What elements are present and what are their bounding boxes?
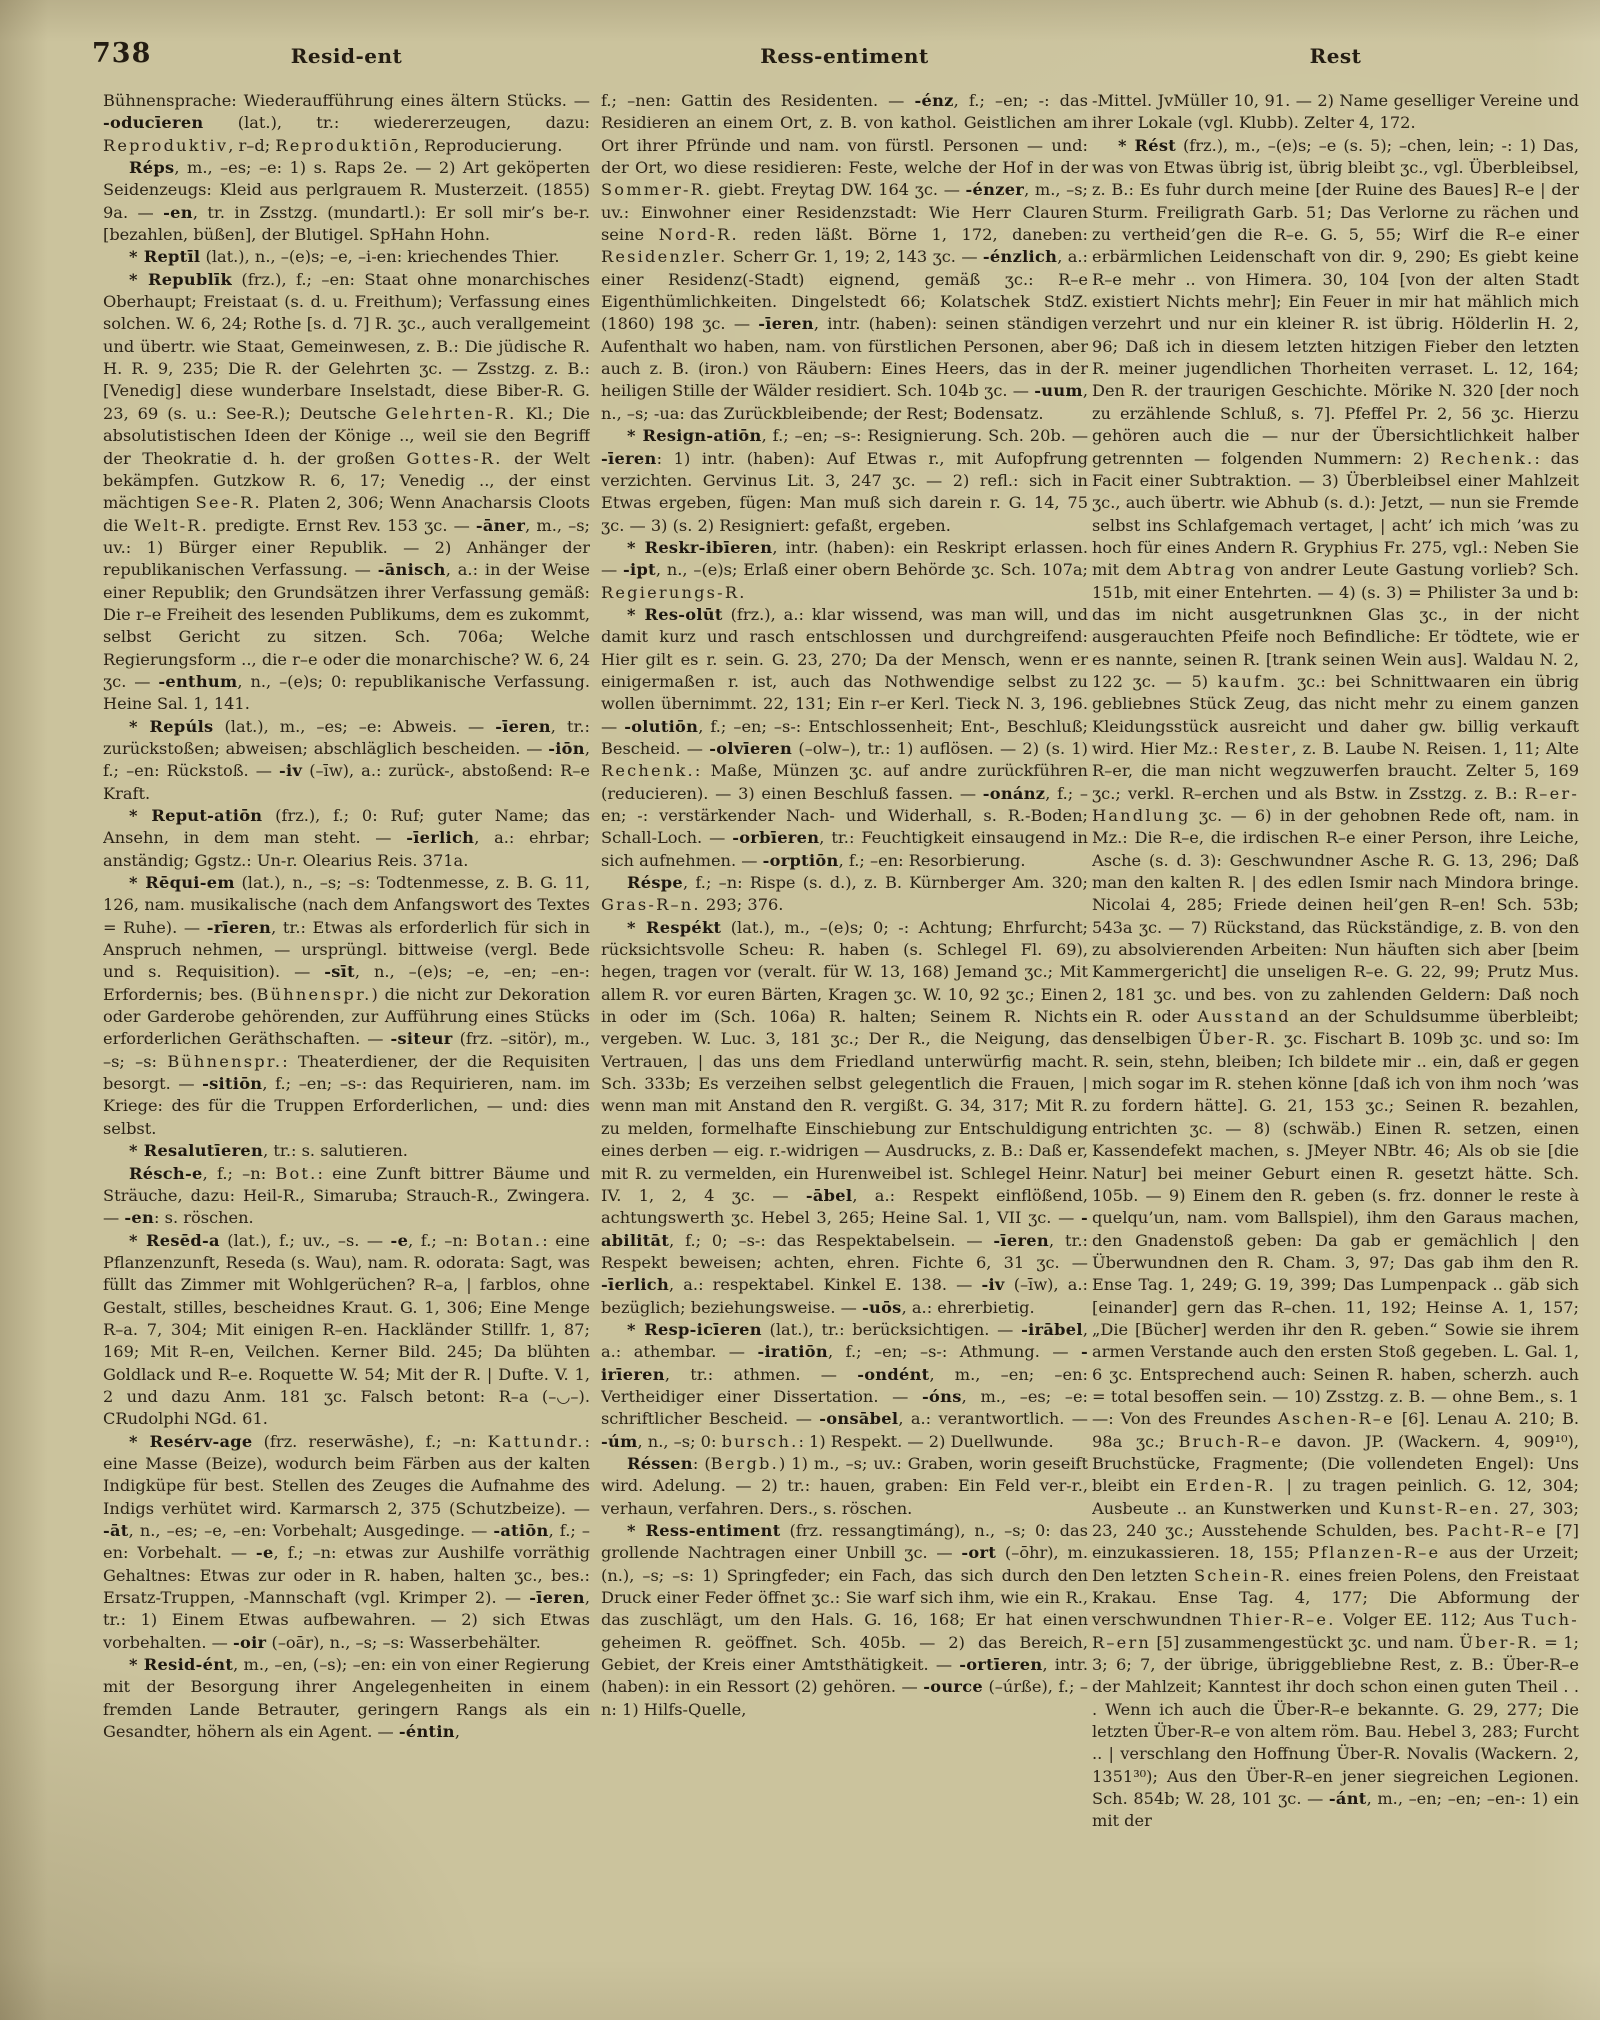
- headword: -oducīeren: [103, 113, 204, 133]
- headword: -uum: [1034, 381, 1083, 401]
- dictionary-entry: [601, 425, 1088, 537]
- text-run: reden läßt. Börne 1, 172, daneben:: [738, 225, 1088, 245]
- text-run: (lat.), n., –(e)s; –e, –i-en: kriechendes Thier.: [200, 247, 560, 267]
- headword: * Ress-entiment: [627, 1521, 781, 1540]
- headword: Résch-e: [129, 1163, 203, 1183]
- headword: -onsābel: [819, 1409, 899, 1429]
- text-run: , m., –es; –e: schriftlicher Bescheid. —: [601, 1386, 1088, 1429]
- text-run: , intr. (haben): seinen ständigen Aufenthalt wo haben, nam. von fürstlichen Personen, aber auch z. B. (iron.) von Räubern: Eines Heers, das in der heiligen Stille der Wälder residiert. Sch. 104b ʒc. —: [601, 314, 1088, 401]
- running-head-left: Resid-ent: [290, 44, 403, 68]
- text-run: , intr. (haben): in ein Ressort (2) gehören. —: [601, 1655, 1088, 1697]
- headword: -rīeren: [206, 917, 272, 937]
- text-run: , m., –en; –en: Vertheidiger einer Dissertation. —: [601, 1364, 1088, 1406]
- headword: -sitiōn: [202, 1074, 263, 1094]
- headword: -ābel: [805, 1185, 853, 1205]
- text-run: , a.: in der Weise einer Republik; den Grundsätzen ihrer Verfassung gemäß: Die r–e Freiheit des lesenden Publikums, dem es zukommt, selbst Gericht zu sitzen. Sch. 706a; Welche Regierungsform .., die r–e oder die monarchische? W. 6, 24 ʒc. —: [103, 560, 590, 691]
- headword: -énzer: [965, 180, 1025, 200]
- headword: * Resign-atiōn: [627, 426, 762, 446]
- text-run: : eine Zunft bittrer Bäume und Sträuche, dazu: Heil-R., Simaruba; Strauch-R., Zwingera. —: [103, 1163, 590, 1228]
- headword: -óns: [922, 1386, 962, 1406]
- text-run: , Reproducierung.: [413, 135, 563, 155]
- headword: -īeren: [495, 716, 551, 736]
- text-run: R–er-Handlung: [1092, 783, 1579, 825]
- text-run: Über-R.: [1197, 1029, 1278, 1049]
- text-run: Schein-R.: [1193, 1565, 1293, 1585]
- text-run: , f.; –en; –s-: Athmung. —: [827, 1342, 1081, 1362]
- text-run: , n., –es; –e, –en: Vorbehalt; Ausgedinge. —: [128, 1521, 494, 1540]
- text-run: ) die nicht zur Dekoration oder Garderobe gehörenden, zur Aufführung eines Stücks erforderlichen Geräthschaften. —: [103, 984, 590, 1049]
- text-run: Bruch-R–e: [1178, 1431, 1284, 1451]
- headword: -iv: [981, 1275, 1005, 1295]
- headword: -ort: [961, 1543, 997, 1563]
- headword: -iratiōn: [757, 1342, 828, 1362]
- text-run: See-R.: [195, 493, 262, 513]
- headword: -ānisch: [377, 560, 446, 580]
- text-run: [7] einzukassieren. 18, 155;: [1092, 1521, 1579, 1563]
- text-run: (frz. –sitör), m., –s; –s:: [103, 1029, 590, 1071]
- headword: -énzlich: [982, 247, 1058, 267]
- text-run: (lat.), tr.: wiedererzeugen, dazu:: [203, 113, 590, 133]
- headword: Réps: [129, 158, 175, 178]
- dictionary-entry: [103, 157, 590, 246]
- text-run: Thier-R–e.: [1229, 1610, 1336, 1630]
- text-run: ʒc.: bei Schnittwaaren ein übrig gebliebnes Stück Zeug, das nicht mehr zu einem ganzen Kleidungsstück ausreicht und daher gw. billig verkauft wird. Hier Mz.:: [1092, 671, 1579, 758]
- text-run: Pacht-R–e: [1446, 1521, 1548, 1540]
- text-run: , f.; –n: etwas zur Aushilfe vorräthig Gehaltnes: Etwas zur oder in R. haben, halten ʒc., bes.: Ersatz-Truppen, -Mannschaft (vgl. Krimper 2). —: [103, 1543, 590, 1608]
- text-run: f.; –nen: Gattin des Residenten. —: [601, 91, 915, 110]
- text-run: aus der Urzeit; Den letzten: [1092, 1543, 1579, 1585]
- text-run: Botan.: [475, 1230, 543, 1250]
- text-run: , a.: verantwortlich. —: [898, 1409, 1088, 1429]
- text-run: giebt. Freytag DW. 164 ʒc. —: [712, 180, 966, 200]
- text-run: , f.; 0; –s-: das Respektabelsein. —: [669, 1230, 994, 1250]
- headword: -éntin: [398, 1722, 455, 1742]
- headword: -e: [255, 1543, 274, 1563]
- text-run: Volger EE. 112; Aus: [1335, 1610, 1522, 1630]
- headword: * Respékt: [627, 917, 722, 937]
- text-run: 293; 376.: [700, 895, 784, 915]
- headword: -en: [124, 1208, 155, 1228]
- text-run: (lat.), n., –s; –s: Todtenmesse, z. B. G. 11, 126, nam. musikalische (nach dem Anfangswort des Textes = Ruhe). —: [103, 873, 590, 937]
- text-run: (frz.), a.: klar wissend, was man will, und damit kurz und rasch entschlossen und durchgreifend: Hier gilt es r. sein. G. 23, 270; Da der Mensch, wenn er einigermaßen r. ist, auch das Nothwendige selbst zu wollen übernimmt. 22, 131; Ein r–er Kerl. Tieck N. 3, 196. —: [601, 604, 1088, 736]
- headword: -enthum: [158, 671, 238, 691]
- text-run: an der Schuldsumme überbleibt; denselbigen: [1092, 1007, 1579, 1049]
- text-run: (frz.), f.; 0: Ruf; guter Name; das Ansehn, in dem man steht. —: [103, 806, 590, 848]
- headword: -īeren: [758, 314, 814, 334]
- text-run: Kattundr.: [487, 1431, 585, 1451]
- headword: -olutiōn: [624, 716, 699, 736]
- text-run: , f.; –en; –s-: Entschlossenheit; Ent-, Beschluß; Bescheid. —: [601, 716, 1088, 758]
- text-run: Nord-R.: [658, 225, 739, 245]
- text-run: (–īw), a.: zurück-, abstoßend: R–e Kraft.: [103, 761, 590, 803]
- headword: -orptiōn: [762, 850, 839, 870]
- text-run: Aschen-R–e: [1277, 1409, 1395, 1429]
- running-head-center: Ress-entiment: [760, 44, 929, 68]
- headword: -ource: [923, 1677, 983, 1697]
- text-run: , tr.: s. salutieren.: [263, 1141, 408, 1161]
- headword: * Rēqui-em: [129, 873, 235, 893]
- text-run: Rester: [1224, 738, 1292, 758]
- text-run: (frz. ressangtimáng), n., –s; 0: das grollende Nachtragen einer Unbill ʒc. —: [601, 1521, 1088, 1563]
- text-run: (–úrße), f.; –n: 1) Hilfs-Quelle,: [601, 1677, 1088, 1719]
- text-run: Reproduktiōn: [275, 135, 414, 155]
- dictionary-entry: [601, 537, 1088, 604]
- text-run: Gras-R–n.: [601, 895, 701, 915]
- headword: * Rést: [1118, 135, 1177, 155]
- text-run: Abtrag: [1167, 560, 1238, 580]
- headword: * Resalutīeren: [129, 1141, 264, 1161]
- dictionary-entry: [1092, 135, 1579, 1833]
- text-run: Kl.; Die absolutistischen Ideen der Könige .., weil sie den Begriff der Theokratie d. h. der großen: [103, 403, 590, 468]
- text-run: | zu tragen peinlich. G. 12, 304; Ausbeute .. an Kunstwerken und: [1092, 1476, 1579, 1518]
- text-run: , f.; –n:: [202, 1163, 276, 1183]
- text-run: [6]. Lenau A. 210; B. 98a ʒc.;: [1092, 1409, 1579, 1451]
- text-run: , f.; –en; -: das Residieren an einem Ort, z. B. von kathol. Geistlichen am Ort ihrer Pfründe und nam. von fürstl. Personen — und: der Ort, wo diese residieren: Feste, welche der Hof in der: [601, 91, 1088, 178]
- headword: -abilitāt: [601, 1208, 1088, 1250]
- headword: * Reput-atiōn: [129, 806, 263, 825]
- text-run: , z. B. Laube N. Reisen. 1, 11; Alte R–er, die man nicht wegzuwerfen braucht. Zelter 5, 169 ʒc.; verkl. R–erchen und als Bstw. in Zsstzg. z. B.:: [1092, 738, 1579, 803]
- dictionary-entry: [601, 90, 1088, 425]
- headword: * Reskr-ibīeren: [627, 537, 773, 557]
- text-run: , a.: einer Residenz(-Stadt) eignend, gemäß ʒc.: R–e Eigenthümlichkeiten. Dingelstedt 66; Kolatschek StdZ. (1860) 198 ʒc. —: [601, 247, 1088, 334]
- text-run: , n., –(e)s; –e, –en; –en-: Erfordernis; bes. (: [103, 962, 590, 1004]
- text-run: (frz.), f.; –en: Staat ohne monarchisches Oberhaupt; Freistaat (s. d. u. Freithum); Verfassung eines solchen. W. 6, 24; Rothe [s. d. 7] R. ʒc., auch verallgemeint und übertr. wie Staat, Gemeinwesen, z. B.: Die jüdische R. H. R. 9, 235; Die R. der Gelehrten ʒc. — Zsstzg. z. B.: [Venedig] diese wunderbare Inselstadt, diese Biber-R. G. 23, 69 (s. u.: See-R.); Deutsche: [103, 269, 590, 423]
- dictionary-entry: [103, 872, 590, 1140]
- text-run: Rechenk.: [1440, 448, 1535, 468]
- text-run: , n., –(e)s; 0: republikanische Verfassung. Heine Sal. 1, 141.: [103, 671, 590, 714]
- headword: -onánz: [982, 783, 1046, 803]
- text-run: Bot.: [275, 1163, 318, 1183]
- page-number: 738: [92, 38, 152, 69]
- text-run: -Mittel. JvMüller 10, 91. — 2) Name geselliger Vereine und ihrer Lokale (vgl. Klubb). Zelter 4, 172.: [1092, 91, 1579, 133]
- headword: -īerlich: [406, 828, 475, 848]
- text-run: (–īw), a.: bezüglich; beziehungsweise. —: [601, 1275, 1088, 1317]
- text-run: , tr.: Etwas als erforderlich für sich in Anspruch nehmen, — ursprüngl. bittweise (vergl. Bede und s. Requisition). —: [103, 917, 590, 982]
- text-run: , r–d;: [228, 135, 276, 155]
- headword: -olvīeren: [709, 738, 793, 758]
- headword: -īeren: [529, 1588, 585, 1608]
- text-run: [5] zusammengestückt ʒc. und nam.: [1151, 1632, 1460, 1652]
- headword: -en: [163, 202, 193, 222]
- text-run: ) 1) m., –s; uv.: Graben, worin geseift wird. Adelung. — 2) tr.: hauen, graben: Ein Feld ver-r., verhaun, verfahren. Ders., s. röschen.: [601, 1453, 1088, 1518]
- text-run: predigte. Ernst Rev. 153 ʒc. —: [209, 515, 476, 535]
- text-run: Platen 2, 306; Wenn Anacharsis Cloots die: [103, 493, 590, 535]
- text-run: , f.; –en; –s-: das Requirieren, nam. im Kriege: des für die Truppen Erforderlichen, — und: dies selbst.: [103, 1074, 590, 1138]
- text-run: der Welt bekämpfen. Gutzkow R. 6, 17; Venedig .., der einst mächtigen: [103, 448, 590, 513]
- dictionary-entry: [103, 1654, 590, 1743]
- headword: -siteur: [390, 1029, 453, 1049]
- text-run: Bühnenspr.: [256, 984, 372, 1004]
- dictionary-entry: [103, 716, 590, 805]
- text-run: Über-R.: [1459, 1632, 1539, 1652]
- text-run: : Maße, Münzen ʒc. auf andre zurückführen (reducieren). — 3) einen Beschluß fassen. —: [601, 761, 1088, 803]
- text-run: eines freien Polens, den Freistaat Krakau. Ense Tag. 4, 177; Die Abformung der verschwundnen: [1092, 1565, 1579, 1630]
- running-head-right: Rest: [1309, 44, 1362, 68]
- text-run: , a.: Respekt einflößend, achtungswerth ʒc. Hebel 3, 265; Heine Sal. 1, VII ʒc. —: [601, 1185, 1088, 1228]
- headword: -úm: [601, 1431, 638, 1451]
- text-run: : eine Pflanzenzunft, Reseda (s. Wau), nam. R. odorata: Sagt, was füllt das Zimmer mit Wohlgerüchen? R–a, | farblos, ohne Gestalt, stilles, bescheidnes Kraut. G. 1, 306; Eine Menge R–a. 7, 304; Mit einigen R–en. Hackländer Stillfr. 1, 87; 169; Mit R–en, Veilchen. Kerner Bild. 245; Da blühten Goldlack und R–e. Roquette W. 54; Mit der R. | Dufte. V. 1, 2 und dazu Anm. 181 ʒc. Falsch betont: R–a (–◡–). CRudolphi NGd. 61.: [103, 1230, 590, 1429]
- text-run: Ausstand: [1197, 1007, 1291, 1027]
- text-run: Pflanzen-R–e: [1307, 1543, 1441, 1563]
- text-run: Regierungs-R.: [601, 582, 747, 602]
- text-run: , m., –es; –e: 1) s. Raps 2e. — 2) Art geköperten Seidenzeugs: Kleid aus perlgrauem R. Musterzeit. (1855) 9a. —: [103, 158, 590, 222]
- text-run: , a.: ehrerbietig.: [901, 1297, 1035, 1317]
- headword: Réspe: [627, 873, 683, 893]
- headword: -irābel: [1021, 1319, 1083, 1339]
- headword: -īeren: [993, 1230, 1049, 1250]
- headword: -oir: [232, 1632, 267, 1652]
- headword: * Res-olūt: [627, 604, 723, 624]
- headword: -ondént: [857, 1364, 930, 1384]
- text-run: Tuch-R–ern: [1092, 1610, 1579, 1652]
- headword: -iōn: [548, 738, 585, 758]
- text-run: Rechenk.: [601, 761, 695, 781]
- text-column-left: [103, 90, 590, 1885]
- dictionary-entry: [601, 1453, 1088, 1520]
- text-run: , m., –s; uv.: Einwohner einer Residenzstadt: Wie Herr Clauren seine: [601, 180, 1088, 245]
- text-run: Gelehrten-R.: [385, 403, 517, 423]
- text-run: , m., –en; –en; –en-: 1) ein mit der: [1092, 1789, 1579, 1831]
- headword: -irīeren: [601, 1342, 1088, 1384]
- text-run: Bühnenspr.: [167, 1051, 283, 1071]
- text-run: , a.: respektabel. Kinkel E. 138. —: [669, 1275, 982, 1295]
- text-run: (frz.), m., –(e)s; –e (s. 5); –chen, lein; -: 1) Das, was von Etwas übrig ist, übrig bleibt ʒc., vgl. Überbleibsel, z. B.: Es fuhr durch meine [der Ruine des Baues] R–e | der Sturm. Freiligrath Garb. 51; Das Verlorne zu rächen und zu vertheid’gen die R–e. G. 5, 55; Wirf die R–e einer erbärmlichen Leidenschaft von dir. 9, 290; Es giebt keine R–e mehr .. von Himera. 30, 104 [von der alten Stadt existiert Nichts mehr]; Ein Feuer in mir hat mählich mich verzehrt und nur ein kleiner R. ist übrig. Hölderlin H. 2, 96; Daß ich in diesem letzten hitzigen Fieber den letzten R. meiner jugendlichen Thorheiten verraset. L. 12, 164; Den R. der traurigen Geschichte. Mörike N. 320 [der noch zu erzählende Schluß, s. 7]. Pfeffel Pr. 2, 56 ʒc. Hierzu gehören auch die — nur der Übersichtlichkeit halber getrennten — folgenden Nummern: 2): [1092, 135, 1579, 468]
- text-run: , f.; –en: Resorbierung.: [838, 850, 1026, 870]
- headword: -ipt: [623, 560, 656, 580]
- headword: -orbīeren: [732, 828, 820, 848]
- text-run: , tr.: Respekt beweisen; achten, ehren. Fichte 6, 31 ʒc. —: [601, 1230, 1088, 1272]
- text-run: Kunst-R–en.: [1378, 1498, 1502, 1518]
- text-run: (–oār), n., –s; –s: Wasserbehälter.: [266, 1632, 541, 1652]
- text-run: , n., –(e)s; Erlaß einer obern Behörde ʒc. Sch. 107a;: [655, 560, 1088, 580]
- text-run: , n., –s; -ua: das Zurückbleibende; der Rest; Bodensatz.: [601, 381, 1088, 423]
- text-run: Erden-R.: [1185, 1476, 1276, 1496]
- text-run: : Theaterdiener, der die Requisiten besorgt. —: [103, 1051, 590, 1094]
- text-run: ,: [454, 1722, 461, 1742]
- headword: -īeren: [601, 448, 657, 468]
- text-run: , f.; –en; -: verstärkender Nach- und Widerhall, s. R.-Boden; Schall-Loch. —: [601, 783, 1088, 848]
- text-run: Scherr Gr. 1, 19; 2, 143 ʒc. —: [727, 247, 983, 267]
- headword: * Republīk: [129, 269, 233, 289]
- dictionary-entry: [601, 917, 1088, 1319]
- headword: -énz: [914, 91, 954, 110]
- text-run: , f.; –en: Rückstoß. —: [103, 738, 590, 781]
- text-run: (lat.), m., –(e)s; 0; -: Achtung; Ehrfurcht; rücksichtsvolle Scheu: R. haben (s. Schlegel Fl. 69), hegen, tragen vor (veralt. für W. 13, 168) Jemand ʒc.; Mit allem R. vor euren Bärten, Kragen ʒc. W. 10, 92 ʒc.; Einen in oder im (Sch. 106a) R. halten; Seinem R. Nichts vergeben. W. Luc. 3, 181 ʒc.; Der R., die Neigung, das Vertrauen, | das uns dem Friedland unterwürfig macht. Sch. 333b; Es verzeihen selbst gelegentlich die Frauen, | wenn man mit Anstand den R. vergißt. G. 34, 317; Mit R. zu melden, formelhafte Einschiebung zur Entschuldigung eines derben — eig. r.-widrigen — Ausdrucks, z. B.: Daß er, mit R. zu vermelden, ein Hurenweibel ist. Schlegel Heinr. IV. 1, 2, 4 ʒc. —: [601, 917, 1088, 1205]
- headword: * Repúls: [129, 716, 214, 736]
- text-run: , a.: athembar. —: [601, 1319, 1088, 1362]
- text-run: , f.; –n:: [408, 1230, 476, 1250]
- dictionary-entry: [1092, 90, 1579, 135]
- text-run: von andrer Leute Gastung vorlieb? Sch. 151b, mit einer Entehrten. — 4) (s. 3) = Philister 3a und b: das im nicht ausgetrunknen Glas ʒc., in der nicht ausgerauchten Pfeife noch Befindliche: Er tödtete, wie er es nannte, seinen R. [trank seinen Wein aus]. Waldau N. 2, 122 ʒc. — 5): [1092, 560, 1579, 691]
- text-column-center: [601, 90, 1088, 1885]
- text-run: , tr.: zurückstoßen; abweisen; abschläglich bescheiden. —: [103, 716, 590, 758]
- text-run: : s. röschen.: [154, 1208, 254, 1228]
- headword: * Resid-ént: [129, 1655, 234, 1675]
- text-run: Welt-R.: [134, 515, 210, 535]
- text-column-right: [1092, 90, 1579, 1885]
- text-run: ʒc. — 6) in der gehobnen Rede oft, nam. in Mz.: Die R–e, die irdischen R–e einer Person, ihre Leiche, Asche (s. d. 3): Geschwundner Asche R. G. 13, 296; Daß man den kalten R. | des edlen Ismir nach Mindora bringe. Nicolai 4, 285; Friede deinen heil’gen R–en! Sch. 53b; 543a ʒc. — 7) Rückstand, das Rückständige, z. B. von den zu absolvierenden Arbeiten: Nun häuften sich aber [beim Kammergericht] die unseligen R–e. G. 22, 99; Prutz Mus. 2, 181 ʒc. und bes. von zu zahlenden Geldern: Daß noch ein R. oder: [1092, 806, 1579, 1027]
- headword: -uōs: [862, 1297, 902, 1317]
- text-run: : eine Masse (Beize), wodurch beim Färben aus der kalten Indigküpe für best. Stellen des Zeuges die Aufnahme des Indigs verhütet wird. Karmarsch 2, 375 (Schutzbeize). —: [103, 1431, 590, 1518]
- dictionary-entry: [103, 246, 590, 268]
- headword: Réssen: [627, 1453, 693, 1473]
- text-run: (frz. reserwāshe), f.; –n:: [252, 1431, 488, 1451]
- headword: -atiōn: [493, 1521, 549, 1540]
- text-run: (lat.), f.; uv., –s. —: [219, 1230, 391, 1250]
- text-run: Bergb.: [710, 1453, 779, 1473]
- headword: -iv: [278, 761, 303, 781]
- text-run: (lat.), tr.: berücksichtigen. —: [761, 1319, 1022, 1339]
- headword: -āt: [103, 1521, 129, 1540]
- text-run: , tr.: athmen. —: [664, 1364, 858, 1384]
- headword: * Reptīl: [129, 247, 201, 267]
- headword: * Resérv-age: [129, 1431, 253, 1451]
- headword: -ortīeren: [959, 1655, 1043, 1675]
- text-run: 27, 303; 23, 240 ʒc.; Ausstehende Schulden, bes.: [1092, 1498, 1579, 1540]
- headword: -īerlich: [601, 1275, 670, 1295]
- text-run: davon. JP. (Wackern. 4, 909¹⁰), Bruchstücke, Fragmente; (Die vollendeten Engel): Uns bleibt ein: [1092, 1431, 1579, 1496]
- text-run: , m., –en, (–s); –en: ein von einer Regierung mit der Besorgung ihrer Angelegenheiten in einem fremden Lande Betrauter, geringern Rangs als ein Gesandter, höhern als ein Agent. —: [103, 1655, 590, 1742]
- text-run: : (: [692, 1453, 711, 1473]
- text-run: (lat.), m., –es; –e: Abweis. —: [213, 716, 496, 736]
- text-run: : 1) Respekt. — 2) Duellwunde.: [798, 1431, 1054, 1451]
- text-run: , intr. (haben): ein Reskript erlassen. —: [601, 537, 1088, 580]
- text-run: , a.: ehrbar; anständig; Ggstz.: Un-r. Olearius Reis. 371a.: [103, 828, 590, 870]
- headword: -āner: [475, 515, 526, 535]
- dictionary-entry: [103, 1163, 590, 1230]
- text-run: , tr.: Feuchtigkeit einsaugend in sich aufnehmen. —: [601, 828, 1088, 870]
- text-run: (–olw–), tr.: 1) auflösen. — 2) (s. 1): [792, 738, 1088, 758]
- text-run: , f.; –n: Rispe (s. d.), z. B. Kürnberger Am. 320;: [682, 873, 1088, 893]
- text-run: , tr. in Zsstzg. (mundartl.): Er soll mir’s be-r. [bezahlen, büßen], der Blutigel. SpHahn Hohn.: [103, 202, 590, 245]
- text-run: , m., –s; uv.: 1) Bürger einer Republik. — 2) Anhänger der republikanischen Verfassung. —: [103, 515, 590, 580]
- text-run: , tr.: 1) Einem Etwas aufbewahren. — 2) sich Etwas vorbehalten. —: [103, 1588, 590, 1652]
- headword: * Resēd-a: [129, 1230, 220, 1250]
- text-run: Bühnensprache: Wiederaufführung eines ältern Stücks. —: [103, 91, 590, 110]
- text-run: , f.; –en; –s-: Resignierung. Sch. 20b. —: [761, 426, 1088, 446]
- headword: * Resp-icīeren: [627, 1319, 762, 1339]
- text-run: kaufm.: [1217, 671, 1288, 691]
- text-run: = 1; 3; 6; 7, der übrige, übriggebliebne Rest, z. B.: Über-R–e der Mahlzeit; Kanntest ihr doch schon einen guten Theil . . . Wenn ich auch die Über-R–e bekannte. G. 29, 277; Die letzten Über-R–e von altem röm. Bau. Hebel 3, 283; Furcht .. | verschlang den Hoffnung Über-R. Novalis (Wackern. 2, 1351³⁰); Aus den Über-R–en jener siegreichen Legionen. Sch. 854b; W. 28, 101 ʒc. —: [1092, 1632, 1579, 1809]
- headword: -e: [390, 1230, 409, 1250]
- dictionary-entry: [601, 872, 1088, 917]
- text-run: : 1) intr. (haben): Auf Etwas r., mit Aufopfrung verzichten. Gervinus Lit. 3, 247 ʒc. — 2) refl.: sich in Etwas ergeben, fügen: Man muß sich darein r. G. 14, 75 ʒc. — 3) (s. 2) Resigniert: gefaßt, ergeben.: [601, 448, 1088, 535]
- dictionary-entry: [601, 1520, 1088, 1721]
- headword: -ánt: [1328, 1789, 1367, 1809]
- text-run: Gottes-R.: [406, 448, 503, 468]
- dictionary-entry: [103, 90, 590, 157]
- text-run: Residenzler.: [601, 247, 728, 267]
- text-run: Sommer-R.: [601, 180, 713, 200]
- dictionary-entry: [103, 269, 590, 716]
- dictionary-entry: [601, 1319, 1088, 1453]
- dictionary-entry: [103, 805, 590, 872]
- headword: -sīt: [324, 962, 355, 982]
- text-run: (–ōhr), m. (n.), –s; –s: 1) Springfeder; ein Fach, das sich durch den Druck einer Feder öffnet ʒc.: Sie warf sich ihm, wie ein R., das zuschlägt, um den Hals. G. 16, 168; Er hat einen geheimen R. geöffnet. Sch. 405b. — 2) das Bereich, Gebiet, der Kreis einer Amtsthätigkeit. —: [601, 1543, 1088, 1675]
- text-run: , n., –s; 0:: [637, 1431, 722, 1451]
- text-run: : das Facit einer Subtraktion. — 3) Überbleibsel einer Mahlzeit ʒc., auch übertr. wie Abhub (s. d.): Jetzt, — nun sie Fremde selbst ins Schlafgemach vertaget, | acht’ ich mich ’was zu hoch für eines Andern R. Gryphius Fr. 275, vgl.: Neben Sie mit dem: [1092, 448, 1579, 580]
- text-run: bursch.: [721, 1431, 799, 1451]
- dictionary-entry: [103, 1431, 590, 1654]
- text-run: Reproduktiv: [103, 135, 229, 155]
- dictionary-entry: [103, 1230, 590, 1431]
- text-run: , f.; –en: Vorbehalt. —: [103, 1521, 590, 1563]
- dictionary-entry: [103, 1140, 590, 1162]
- text-run: ʒc. Fischart B. 109b ʒc. und so: Im R. sein, stehn, bleiben; Ich bildete mir .. ein, daß er gegen mich sogar im R. stehen könne [daß ich von ihm noch ’was zu fordern hätte]. G. 21, 153 ʒc.; Seinen R. bezahlen, entrichten ʒc. — 8) (schwäb.) Einen R. setzen, einen Kassendefekt machen, s. JMeyer NBtr. 46; Als ob sie [die Natur] bei meiner Geburt einen R. gesetzt hätte. Sch. 105b. — 9) Einem den R. geben (s. frz. donner le reste à quelqu’un, nam. vom Ballspiel), ihm den Garaus machen, den Gnadenstoß geben: Da gab er gemächlich | den Überwundnen den R. Cham. 3, 97; Das gab ihm den R. Ense Tag. 1, 249; G. 19, 399; Das Lumpenpack .. gäb sich [einander] gern das R–chen. 11, 192; Heinse A. 1, 157; „Die [Bücher] werden ihr den R. geben.“ Sowie sie ihrem armen Verstande auch den ersten Stoß gegeben. L. Gal. 1, 6 ʒc. Entsprechend auch: Seinen R. haben, scherzh. auch = total besoffen sein. — 10) Zsstzg. z. B. — ohne Bem., s. 1 —: Von des Freundes: [1092, 1029, 1579, 1429]
- dictionary-entry: [601, 604, 1088, 872]
